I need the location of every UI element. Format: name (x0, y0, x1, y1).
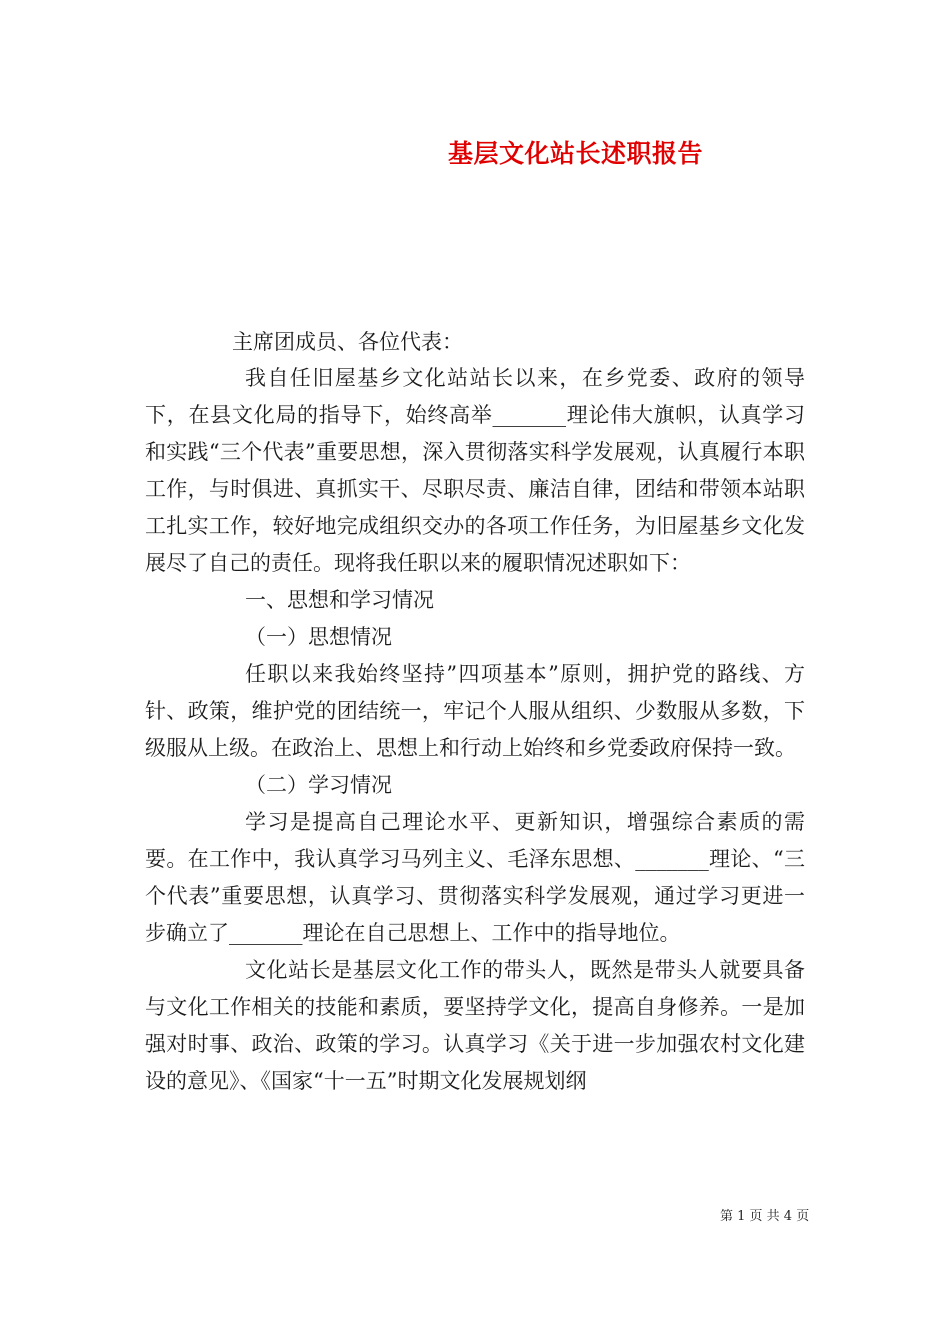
page-number-footer: 第 1 页 共 4 页 (720, 1209, 810, 1224)
document-title: 基层文化站长述职报告 (448, 139, 704, 168)
document-body (145, 360, 805, 1100)
paragraph-intro: 我自任旧屋基乡文化站站长以来，在乡党委、政府的领导下，在县文化局的指导下，始终高举_______理论伟大旗帜，认真学习和实践“三个代表”重要思想，深入贯彻落实科学发展观，认真履行本职工作，与时俱进、真抓实干、尽职尽责、廉洁自律，团结和带领本站职工扎实工作，较好地完成组织交办的各项工作任务，为旧屋基乡文化发展尽了自己的责任。现将我任职以来的履职情况述职如下： (145, 366, 805, 575)
subsection-heading-study: （二）学习情况 (245, 773, 392, 797)
section-heading-1: 一、思想和学习情况 (245, 588, 434, 612)
paragraph-study: 学习是提高自己理论水平、更新知识，增强综合素质的需要。在工作中，我认真学习马列主义、毛泽东思想、_______理论、“三个代表”重要思想，认真学习、贯彻落实科学发展观，通过学习更进一步确立了_______理论在自己思想上、工作中的指导地位。 (145, 810, 805, 945)
paragraph-thought: 任职以来我始终坚持”四项基本”原则，拥护党的路线、方针、政策，维护党的团结统一，牢记个人服从组织、少数服从多数，下级服从上级。在政治上、思想上和行动上始终和乡党委政府保持一致。 (145, 662, 805, 760)
subsection-heading-thought: （一）思想情况 (245, 625, 392, 649)
salutation: 主席团成员、各位代表： (232, 330, 463, 354)
paragraph-culture-leader: 文化站长是基层文化工作的带头人，既然是带头人就要具备与文化工作相关的技能和素质，要坚持学文化，提高自身修养。一是加强对时事、政治、政策的学习。认真学习《关于进一步加强农村文化建设的意见》、《国家“十一五”时期文化发展规划纲 (145, 958, 805, 1093)
